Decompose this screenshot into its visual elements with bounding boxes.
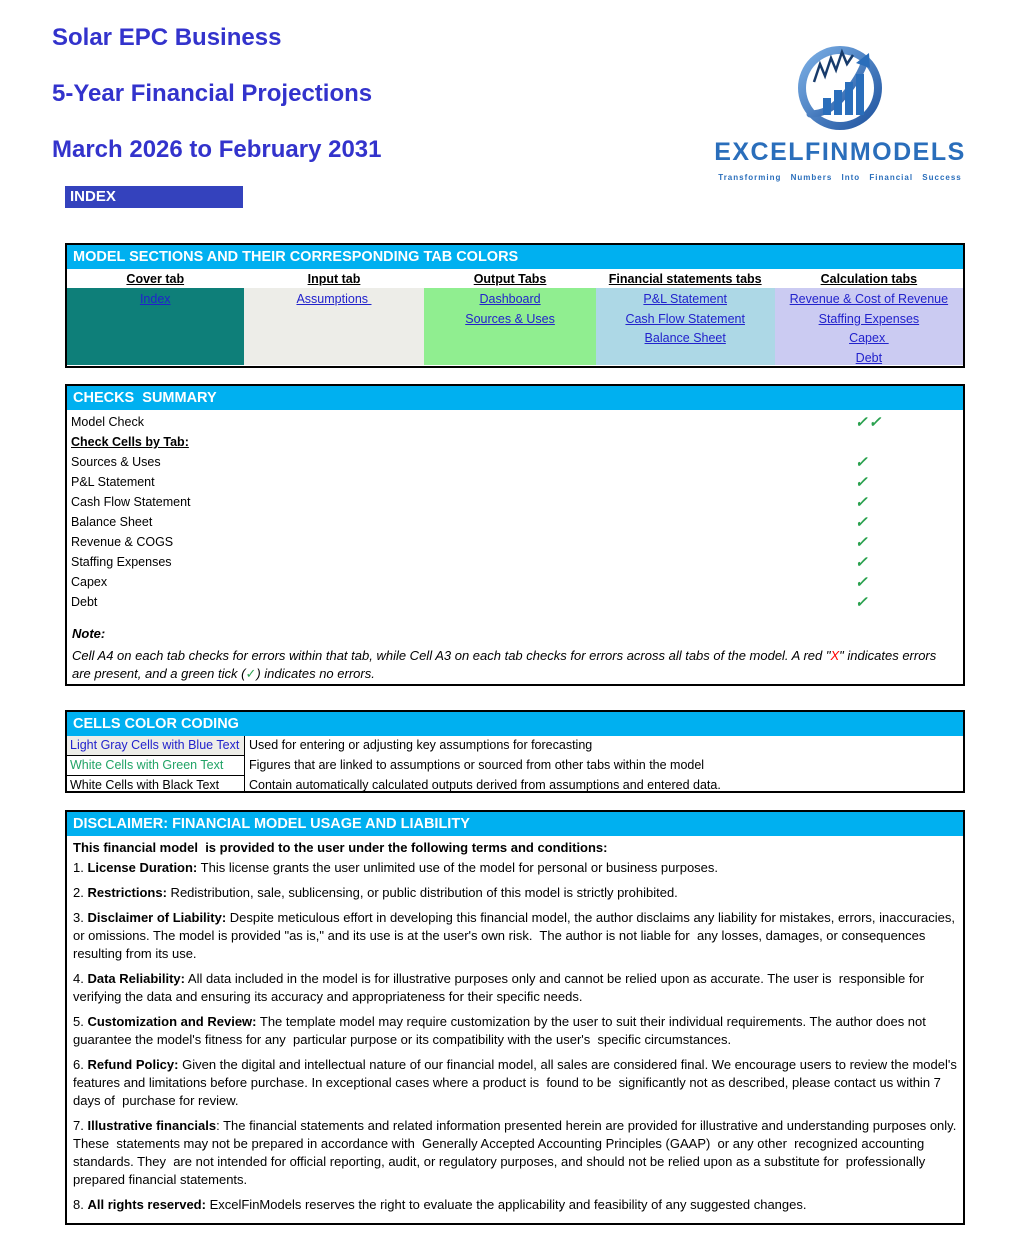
check-label: Staffing Expenses — [71, 555, 172, 569]
item-text: Despite meticulous effort in developing this financial model, the author disclaims any liability for mistakes, errors, inaccuracies, or omissions. The model is provided "as is," and its use is at the user's own risk. The author is not liable for any losses, damages, or consequences resulting from its use. — [73, 910, 959, 961]
note-text-3: ) indicates no errors. — [256, 665, 375, 681]
column-header-financial-statements-tabs: Financial statements tabs — [608, 272, 762, 286]
link-balance-sheet[interactable]: Balance Sheet — [644, 331, 726, 345]
check-row-capex — [67, 572, 963, 592]
item-number: 8. — [73, 1197, 88, 1212]
check-label: Model Check — [71, 415, 144, 429]
color-coding-row-linked — [67, 756, 963, 776]
note-body — [72, 647, 958, 682]
double-check-icon: ✓✓ — [855, 414, 883, 431]
disclaimer-item-8 — [73, 1196, 957, 1214]
check-row-pl-statement — [67, 472, 963, 492]
check-row-balance-sheet — [67, 512, 963, 532]
item-text: : The financial statements and related information presented herein are provided for illustrative and understanding purposes only. These statements may not be prepared in accordance with Generally Accepted Accounting Principles (GAAP) or any other recognized accounting standards. They are not intended for official reporting, audit, or regulatory purposes, and should not be relied upon as a substitute for professionally prepared financial statements. — [73, 1118, 960, 1187]
disclaimer-table — [65, 810, 965, 1225]
item-text: ExcelFinModels reserves the right to evaluate the applicability and feasibility of any suggested changes. — [205, 1197, 807, 1212]
item-number: 7. — [73, 1118, 88, 1133]
logo-chart-icon — [707, 24, 973, 136]
link-pl-statement[interactable]: P&L Statement — [643, 292, 728, 306]
tab-color-row — [67, 288, 963, 365]
column-header-calculation-tabs: Calculation tabs — [820, 272, 918, 286]
check-icon: ✓ — [855, 574, 869, 591]
check-icon: ✓ — [855, 474, 869, 491]
link-assumptions[interactable]: Assumptions — [296, 292, 372, 306]
check-row-cash-flow-statement — [67, 492, 963, 512]
item-text: This license grants the user unlimited use of the model for personal or business purposes. — [197, 860, 719, 875]
link-sources-uses[interactable]: Sources & Uses — [465, 311, 555, 326]
check-icon: ✓ — [855, 594, 869, 611]
note-title: Note: — [72, 626, 106, 641]
color-coding-row-input — [67, 736, 963, 756]
item-label: Customization and Review: — [87, 1014, 257, 1029]
column-header-input-tab: Input tab — [307, 272, 361, 286]
check-icon: ✓ — [855, 454, 869, 471]
check-icon: ✓ — [855, 514, 869, 531]
column-header-output-tabs: Output Tabs — [473, 272, 547, 286]
item-text: All data included in the model is for illustrative purposes only and cannot be relied upon as accurate. The user is responsible for verifying the data and ensuring its accuracy and appropriateness for their specific needs. — [73, 971, 928, 1004]
page-title-period: March 2026 to February 2031 — [52, 136, 382, 163]
swatch-label: White Cells with Green Text — [70, 758, 224, 772]
check-label: Balance Sheet — [71, 515, 153, 529]
item-number: 5. — [73, 1014, 88, 1029]
item-text: The template model may require customization by the user to suit their individual requirements. The author does not guarantee the model's fitness for any particular purpose or its compatibility with the user's specific circumstances. — [73, 1014, 930, 1047]
disclaimer-item-5 — [73, 1013, 957, 1049]
page-title-business: Solar EPC Business — [52, 24, 282, 51]
check-row-revenue-cogs — [67, 532, 963, 552]
item-number: 3. — [73, 910, 88, 925]
check-row-sources-uses — [67, 452, 963, 472]
item-label: Refund Policy: — [87, 1057, 179, 1072]
cover-tab-cell — [67, 288, 244, 365]
item-text: Given the digital and intellectual nature of our financial model, all sales are considered final. We encourage users to review the model's features and limitations before purchase. In exceptional cases where a product is found to be significantly not as described, please contact us within 7 days of purchase for review. — [73, 1057, 965, 1108]
link-staffing-expenses[interactable]: Staffing Expenses — [818, 311, 920, 326]
color-swatch-cell — [67, 756, 245, 776]
item-label: All rights reserved: — [87, 1197, 206, 1212]
checks-summary-title: CHECKS SUMMARY — [67, 386, 963, 410]
swatch-label: Light Gray Cells with Blue Text — [70, 738, 240, 752]
note-text-2: " indicates errors are present, and a green tick ( — [72, 648, 940, 681]
check-icon: ✓ — [245, 665, 257, 681]
brand-logo — [707, 24, 973, 182]
column-header-cover-tab: Cover tab — [126, 272, 185, 286]
color-coding-description: Used for entering or adjusting key assumptions for forecasting — [249, 738, 593, 752]
item-number: 2. — [73, 885, 88, 900]
item-number: 4. — [73, 971, 88, 986]
check-group-label: Check Cells by Tab: — [71, 435, 189, 449]
color-coding-description: Figures that are linked to assumptions or sourced from other tabs within the model — [249, 758, 705, 772]
color-swatch-cell — [67, 776, 245, 793]
brand-tagline: Transforming Numbers Into Financial Success — [718, 173, 962, 182]
output-tabs-cell — [424, 288, 595, 365]
color-swatch-cell — [67, 736, 245, 756]
brand-name: EXCELFINMODELS — [714, 138, 966, 166]
calculation-tabs-cell — [775, 288, 963, 365]
title-block — [52, 24, 382, 192]
link-index[interactable]: Index — [139, 292, 171, 306]
disclaimer-item-6 — [73, 1056, 965, 1110]
disclaimer-title: DISCLAIMER: FINANCIAL MODEL USAGE AND LIABILITY — [67, 812, 963, 836]
disclaimer-item-3 — [73, 909, 957, 963]
check-label: Cash Flow Statement — [71, 495, 191, 509]
disclaimer-item-2 — [73, 884, 957, 902]
swatch-label: White Cells with Black Text — [70, 778, 220, 792]
item-number: 6. — [73, 1057, 88, 1072]
disclaimer-intro: This financial model is provided to the user under the following terms and conditions: — [73, 840, 608, 855]
cells-color-coding-table — [65, 710, 965, 793]
item-text: Redistribution, sale, sublicensing, or public distribution of this model is strictly prohibited. — [166, 885, 678, 900]
check-icon: ✓ — [855, 534, 869, 551]
financial-statements-tabs-cell — [596, 288, 775, 365]
check-label: Revenue & COGS — [71, 535, 174, 549]
link-revenue-cost-of-revenue[interactable]: Revenue & Cost of Revenue — [789, 292, 949, 306]
color-coding-row-calculated — [67, 776, 963, 793]
disclaimer-item-1 — [73, 859, 957, 877]
checks-rows — [67, 412, 963, 612]
disclaimer-item-4 — [73, 970, 957, 1006]
check-row-model-check — [67, 412, 963, 432]
check-icon: ✓ — [855, 494, 869, 511]
index-banner: INDEX — [65, 186, 243, 208]
check-icon: ✓ — [855, 554, 869, 571]
check-row-staffing-expenses — [67, 552, 963, 572]
link-cash-flow-statement[interactable]: Cash Flow Statement — [625, 311, 745, 326]
item-label: Data Reliability: — [87, 971, 185, 986]
page-title-projections: 5-Year Financial Projections — [52, 80, 373, 107]
item-label: License Duration: — [87, 860, 198, 875]
model-sections-table — [65, 243, 965, 368]
cells-color-coding-title: CELLS COLOR CODING — [67, 712, 963, 736]
check-row-debt — [67, 592, 963, 612]
link-debt[interactable]: Debt — [855, 350, 883, 365]
model-sections-column-headers — [67, 269, 963, 288]
disclaimer-body — [67, 836, 963, 1223]
color-coding-description: Contain automatically calculated outputs derived from assumptions and entered data. — [249, 778, 721, 792]
disclaimer-item-7 — [73, 1117, 960, 1189]
item-label: Restrictions: — [87, 885, 167, 900]
check-label: P&L Statement — [71, 475, 155, 489]
input-tab-cell — [244, 288, 425, 365]
check-label: Debt — [71, 595, 98, 609]
model-sections-title: MODEL SECTIONS AND THEIR CORRESPONDING TAB COLORS — [67, 245, 963, 269]
checks-note — [72, 626, 958, 682]
check-row-group-header — [67, 432, 963, 452]
item-number: 1. — [73, 860, 88, 875]
item-label: Illustrative financials — [87, 1118, 217, 1133]
error-x-glyph: X — [830, 648, 840, 663]
checks-summary-table — [65, 384, 965, 686]
check-label: Capex — [71, 575, 108, 589]
check-label: Sources & Uses — [71, 455, 161, 469]
item-label: Disclaimer of Liability: — [87, 910, 227, 925]
note-text-1: Cell A4 on each tab checks for errors within that tab, while Cell A3 on each tab checks for errors across all tabs of the model. A red " — [72, 648, 831, 663]
link-capex[interactable]: Capex — [849, 331, 889, 345]
link-dashboard[interactable]: Dashboard — [479, 292, 541, 306]
